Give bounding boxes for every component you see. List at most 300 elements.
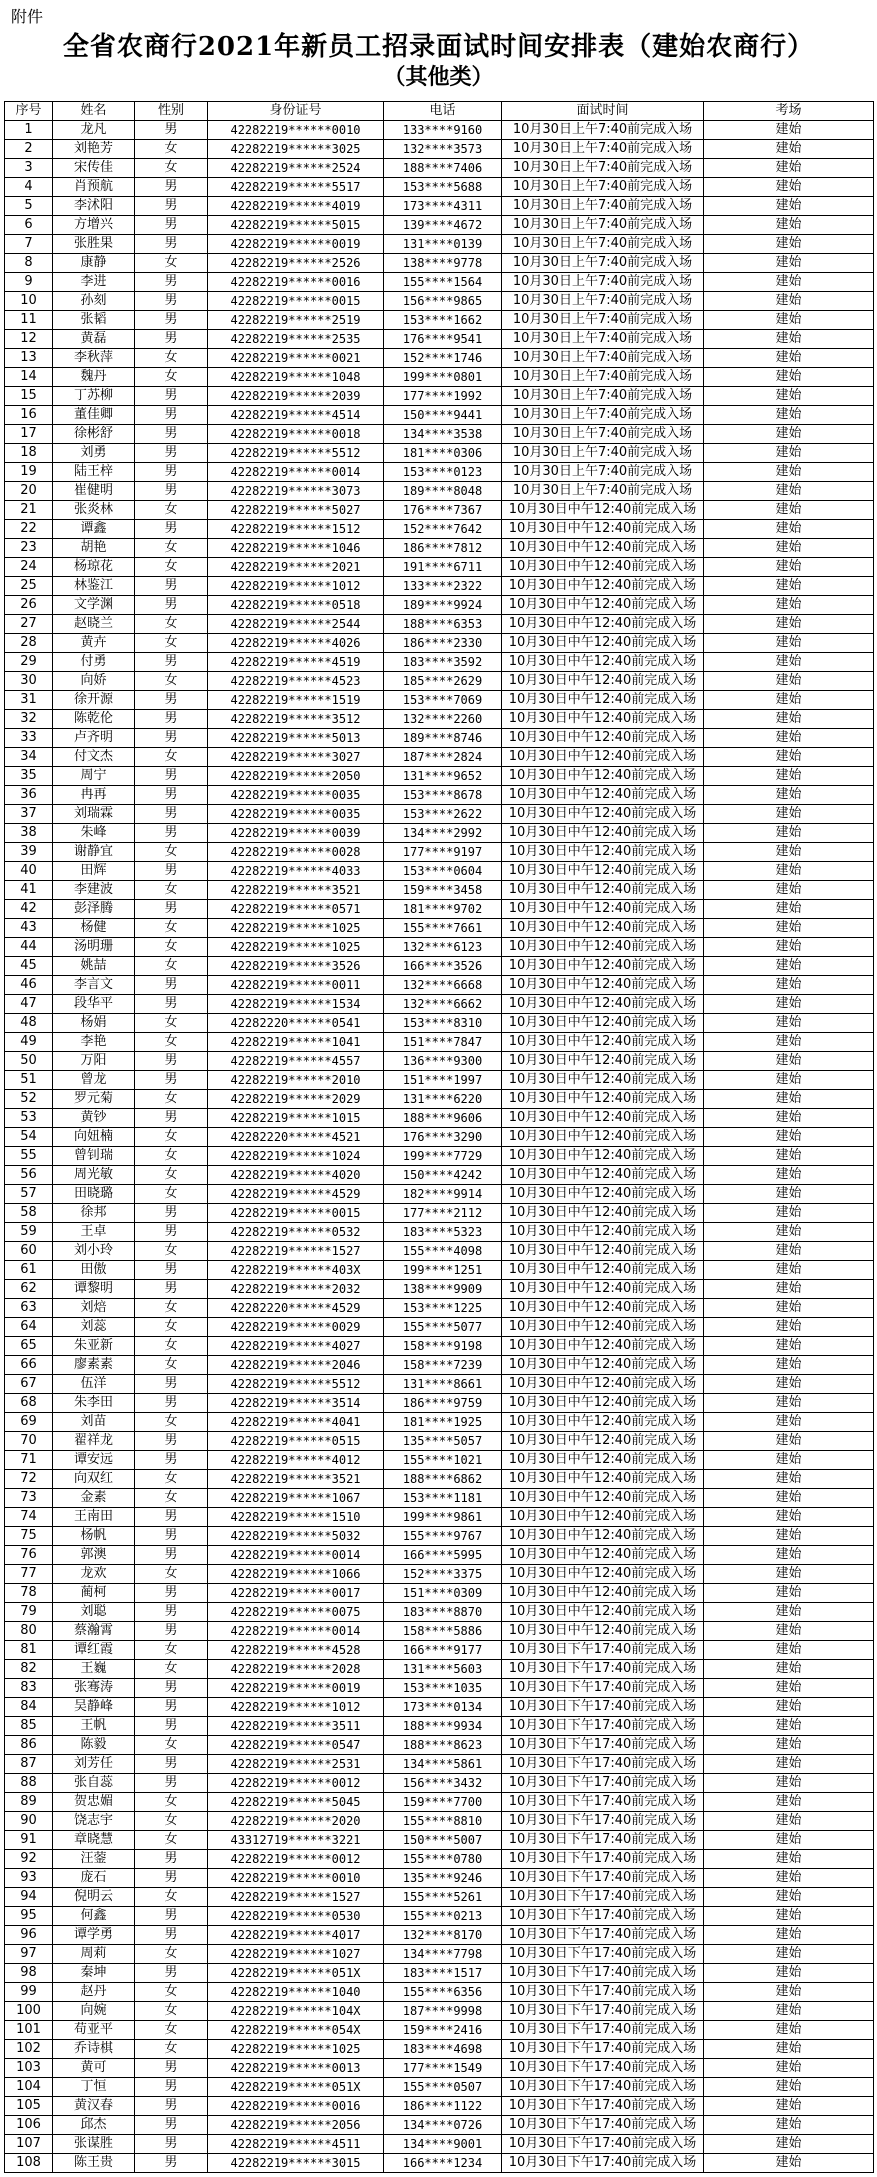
cell-index: 18 [5, 444, 53, 463]
cell-name: 杨健 [53, 919, 135, 938]
cell-name: 冉再 [53, 786, 135, 805]
table-row [5, 805, 874, 824]
cell-index: 85 [5, 1717, 53, 1736]
cell-index: 106 [5, 2116, 53, 2135]
cell-interview-time: 10月30日中午12:40前完成入场 [502, 1413, 704, 1432]
cell-id-number: 42282219******1527 [208, 1888, 384, 1907]
table-row [5, 1033, 874, 1052]
cell-gender: 男 [135, 482, 208, 501]
cell-interview-time: 10月30日中午12:40前完成入场 [502, 1204, 704, 1223]
cell-phone: 132****6668 [384, 976, 502, 995]
cell-gender: 男 [135, 1052, 208, 1071]
cell-interview-time: 10月30日中午12:40前完成入场 [502, 1261, 704, 1280]
table-row [5, 1660, 874, 1679]
cell-exam-site: 建始 [704, 767, 874, 786]
cell-phone: 138****9909 [384, 1280, 502, 1299]
cell-name: 周莉 [53, 1945, 135, 1964]
cell-name: 徐开源 [53, 691, 135, 710]
cell-index: 107 [5, 2135, 53, 2154]
cell-gender: 男 [135, 976, 208, 995]
cell-phone: 188****7406 [384, 159, 502, 178]
cell-gender: 女 [135, 1337, 208, 1356]
cell-id-number: 42282219******1046 [208, 539, 384, 558]
cell-id-number: 42282219******1041 [208, 1033, 384, 1052]
cell-index: 104 [5, 2078, 53, 2097]
cell-exam-site: 建始 [704, 1850, 874, 1869]
cell-interview-time: 10月30日中午12:40前完成入场 [502, 615, 704, 634]
cell-id-number: 42282219******0010 [208, 1869, 384, 1888]
cell-id-number: 42282219******054X [208, 2021, 384, 2040]
cell-interview-time: 10月30日中午12:40前完成入场 [502, 843, 704, 862]
cell-exam-site: 建始 [704, 1451, 874, 1470]
cell-index: 77 [5, 1565, 53, 1584]
cell-exam-site: 建始 [704, 1660, 874, 1679]
cell-id-number: 42282219******0017 [208, 1584, 384, 1603]
cell-name: 黄钞 [53, 1109, 135, 1128]
cell-gender: 女 [135, 1147, 208, 1166]
cell-phone: 185****2629 [384, 672, 502, 691]
cell-gender: 男 [135, 1071, 208, 1090]
cell-interview-time: 10月30日中午12:40前完成入场 [502, 1185, 704, 1204]
cell-name: 段华平 [53, 995, 135, 1014]
cell-index: 6 [5, 216, 53, 235]
cell-exam-site: 建始 [704, 1983, 874, 2002]
cell-id-number: 42282219******2046 [208, 1356, 384, 1375]
cell-index: 103 [5, 2059, 53, 2078]
cell-id-number: 42282219******0518 [208, 596, 384, 615]
cell-exam-site: 建始 [704, 1090, 874, 1109]
cell-index: 93 [5, 1869, 53, 1888]
cell-exam-site: 建始 [704, 463, 874, 482]
cell-exam-site: 建始 [704, 121, 874, 140]
cell-phone: 183****5323 [384, 1223, 502, 1242]
table-row [5, 938, 874, 957]
cell-exam-site: 建始 [704, 1736, 874, 1755]
cell-phone: 189****9924 [384, 596, 502, 615]
table-row [5, 1698, 874, 1717]
cell-id-number: 42282219******4523 [208, 672, 384, 691]
table-row [5, 1508, 874, 1527]
cell-gender: 男 [135, 653, 208, 672]
cell-name: 郭澳 [53, 1546, 135, 1565]
table-row [5, 1584, 874, 1603]
cell-id-number: 42282219******0530 [208, 1907, 384, 1926]
cell-id-number: 42282219******1510 [208, 1508, 384, 1527]
cell-name: 向双红 [53, 1470, 135, 1489]
cell-exam-site: 建始 [704, 444, 874, 463]
cell-phone: 155****0507 [384, 2078, 502, 2097]
cell-interview-time: 10月30日中午12:40前完成入场 [502, 1052, 704, 1071]
cell-id-number: 42282219******4020 [208, 1166, 384, 1185]
table-row [5, 843, 874, 862]
cell-exam-site: 建始 [704, 1014, 874, 1033]
table-row [5, 2154, 874, 2173]
table-row [5, 368, 874, 387]
cell-phone: 199****9861 [384, 1508, 502, 1527]
table-row [5, 292, 874, 311]
cell-gender: 女 [135, 634, 208, 653]
cell-exam-site: 建始 [704, 2078, 874, 2097]
cell-id-number: 42282219******1067 [208, 1489, 384, 1508]
cell-gender: 男 [135, 1717, 208, 1736]
table-row [5, 254, 874, 273]
table-row [5, 729, 874, 748]
cell-id-number: 42282219******4012 [208, 1451, 384, 1470]
cell-interview-time: 10月30日下午17:40前完成入场 [502, 1641, 704, 1660]
cell-exam-site: 建始 [704, 1907, 874, 1926]
cell-interview-time: 10月30日下午17:40前完成入场 [502, 1755, 704, 1774]
cell-gender: 男 [135, 121, 208, 140]
cell-exam-site: 建始 [704, 577, 874, 596]
cell-interview-time: 10月30日下午17:40前完成入场 [502, 2040, 704, 2059]
cell-name: 李沭阳 [53, 197, 135, 216]
cell-exam-site: 建始 [704, 1128, 874, 1147]
cell-interview-time: 10月30日上午7:40前完成入场 [502, 121, 704, 140]
cell-phone: 177****1992 [384, 387, 502, 406]
cell-exam-site: 建始 [704, 1793, 874, 1812]
cell-interview-time: 10月30日上午7:40前完成入场 [502, 254, 704, 273]
cell-phone: 155****5077 [384, 1318, 502, 1337]
cell-gender: 男 [135, 995, 208, 1014]
cell-phone: 155****0780 [384, 1850, 502, 1869]
cell-name: 谭学勇 [53, 1926, 135, 1945]
cell-gender: 男 [135, 1622, 208, 1641]
cell-exam-site: 建始 [704, 1774, 874, 1793]
cell-phone: 131****8661 [384, 1375, 502, 1394]
table-row [5, 482, 874, 501]
cell-interview-time: 10月30日中午12:40前完成入场 [502, 520, 704, 539]
cell-exam-site: 建始 [704, 140, 874, 159]
cell-gender: 男 [135, 710, 208, 729]
cell-phone: 199****0801 [384, 368, 502, 387]
cell-interview-time: 10月30日中午12:40前完成入场 [502, 1546, 704, 1565]
cell-id-number: 42282219******0016 [208, 2097, 384, 2116]
cell-exam-site: 建始 [704, 1280, 874, 1299]
cell-index: 21 [5, 501, 53, 520]
cell-name: 刘焙 [53, 1299, 135, 1318]
cell-exam-site: 建始 [704, 273, 874, 292]
cell-id-number: 42282219******0571 [208, 900, 384, 919]
cell-phone: 158****9198 [384, 1337, 502, 1356]
cell-name: 伍洋 [53, 1375, 135, 1394]
cell-index: 43 [5, 919, 53, 938]
cell-id-number: 42282219******1066 [208, 1565, 384, 1584]
table-row [5, 1109, 874, 1128]
column-header-id-number: 身份证号 [208, 102, 384, 121]
cell-phone: 177****2112 [384, 1204, 502, 1223]
cell-interview-time: 10月30日中午12:40前完成入场 [502, 786, 704, 805]
cell-name: 向婉 [53, 2002, 135, 2021]
cell-name: 杨帆 [53, 1527, 135, 1546]
table-row [5, 995, 874, 1014]
cell-gender: 女 [135, 2021, 208, 2040]
cell-interview-time: 10月30日上午7:40前完成入场 [502, 273, 704, 292]
cell-interview-time: 10月30日中午12:40前完成入场 [502, 995, 704, 1014]
table-row [5, 1489, 874, 1508]
cell-interview-time: 10月30日中午12:40前完成入场 [502, 938, 704, 957]
cell-phone: 156****9865 [384, 292, 502, 311]
cell-phone: 189****8048 [384, 482, 502, 501]
cell-exam-site: 建始 [704, 1432, 874, 1451]
cell-index: 99 [5, 1983, 53, 2002]
cell-gender: 女 [135, 1489, 208, 1508]
cell-name: 贺忠媚 [53, 1793, 135, 1812]
cell-exam-site: 建始 [704, 311, 874, 330]
cell-gender: 男 [135, 2135, 208, 2154]
table-row [5, 1717, 874, 1736]
cell-index: 87 [5, 1755, 53, 1774]
column-header-name: 姓名 [53, 102, 135, 121]
cell-name: 姚喆 [53, 957, 135, 976]
cell-phone: 151****1997 [384, 1071, 502, 1090]
cell-exam-site: 建始 [704, 1888, 874, 1907]
cell-name: 罗元菊 [53, 1090, 135, 1109]
cell-interview-time: 10月30日中午12:40前完成入场 [502, 1527, 704, 1546]
cell-phone: 183****4698 [384, 2040, 502, 2059]
cell-name: 章晓慧 [53, 1831, 135, 1850]
cell-phone: 188****9934 [384, 1717, 502, 1736]
cell-name: 黄汉春 [53, 2097, 135, 2116]
cell-gender: 男 [135, 1527, 208, 1546]
cell-id-number: 42282219******3521 [208, 1470, 384, 1489]
cell-exam-site: 建始 [704, 938, 874, 957]
cell-gender: 男 [135, 1774, 208, 1793]
cell-phone: 153****5688 [384, 178, 502, 197]
cell-phone: 135****9246 [384, 1869, 502, 1888]
cell-id-number: 42282219******5045 [208, 1793, 384, 1812]
cell-name: 秦坤 [53, 1964, 135, 1983]
table-row [5, 121, 874, 140]
cell-interview-time: 10月30日下午17:40前完成入场 [502, 1983, 704, 2002]
table-row [5, 1850, 874, 1869]
table-row [5, 1242, 874, 1261]
cell-phone: 153****0604 [384, 862, 502, 881]
cell-name: 孙刻 [53, 292, 135, 311]
cell-index: 23 [5, 539, 53, 558]
cell-gender: 女 [135, 1888, 208, 1907]
cell-id-number: 42282219******1024 [208, 1147, 384, 1166]
cell-phone: 166****1234 [384, 2154, 502, 2173]
cell-name: 金素 [53, 1489, 135, 1508]
cell-name: 向妞楠 [53, 1128, 135, 1147]
cell-interview-time: 10月30日下午17:40前完成入场 [502, 2116, 704, 2135]
cell-id-number: 42282219******0010 [208, 121, 384, 140]
cell-id-number: 42282219******1012 [208, 1698, 384, 1717]
cell-phone: 134****2992 [384, 824, 502, 843]
attachment-label: 附件 [11, 7, 44, 26]
cell-phone: 152****7642 [384, 520, 502, 539]
cell-name: 张胜果 [53, 235, 135, 254]
cell-id-number: 43312719******3221 [208, 1831, 384, 1850]
cell-gender: 女 [135, 1983, 208, 2002]
cell-index: 15 [5, 387, 53, 406]
cell-index: 30 [5, 672, 53, 691]
cell-gender: 女 [135, 159, 208, 178]
cell-phone: 177****1549 [384, 2059, 502, 2078]
cell-index: 80 [5, 1622, 53, 1641]
cell-id-number: 42282219******1534 [208, 995, 384, 1014]
table-row [5, 1527, 874, 1546]
cell-id-number: 42282219******0039 [208, 824, 384, 843]
cell-exam-site: 建始 [704, 957, 874, 976]
table-row [5, 672, 874, 691]
cell-interview-time: 10月30日中午12:40前完成入场 [502, 767, 704, 786]
cell-id-number: 42282219******051X [208, 2078, 384, 2097]
table-row [5, 2135, 874, 2154]
cell-id-number: 42282219******0547 [208, 1736, 384, 1755]
table-row [5, 2040, 874, 2059]
table-row [5, 1356, 874, 1375]
cell-interview-time: 10月30日上午7:40前完成入场 [502, 425, 704, 444]
cell-exam-site: 建始 [704, 1337, 874, 1356]
table-row [5, 1052, 874, 1071]
cell-id-number: 42282219******0035 [208, 786, 384, 805]
cell-index: 51 [5, 1071, 53, 1090]
cell-interview-time: 10月30日中午12:40前完成入场 [502, 1356, 704, 1375]
table-row [5, 140, 874, 159]
cell-interview-time: 10月30日下午17:40前完成入场 [502, 1964, 704, 1983]
table-row [5, 1964, 874, 1983]
table-row [5, 349, 874, 368]
cell-id-number: 42282219******104X [208, 2002, 384, 2021]
cell-name: 吴静峰 [53, 1698, 135, 1717]
cell-interview-time: 10月30日中午12:40前完成入场 [502, 558, 704, 577]
table-row [5, 881, 874, 900]
cell-phone: 188****9606 [384, 1109, 502, 1128]
cell-interview-time: 10月30日下午17:40前完成入场 [502, 1736, 704, 1755]
table-row [5, 387, 874, 406]
cell-index: 34 [5, 748, 53, 767]
cell-interview-time: 10月30日上午7:40前完成入场 [502, 463, 704, 482]
cell-interview-time: 10月30日中午12:40前完成入场 [502, 1584, 704, 1603]
cell-interview-time: 10月30日中午12:40前完成入场 [502, 596, 704, 615]
table-row [5, 1318, 874, 1337]
cell-index: 60 [5, 1242, 53, 1261]
cell-gender: 女 [135, 672, 208, 691]
cell-name: 朱峰 [53, 824, 135, 843]
cell-index: 35 [5, 767, 53, 786]
table-row [5, 235, 874, 254]
cell-index: 41 [5, 881, 53, 900]
cell-exam-site: 建始 [704, 2040, 874, 2059]
cell-phone: 159****7700 [384, 1793, 502, 1812]
cell-gender: 男 [135, 767, 208, 786]
cell-name: 黄磊 [53, 330, 135, 349]
cell-phone: 183****8870 [384, 1603, 502, 1622]
cell-index: 27 [5, 615, 53, 634]
cell-gender: 男 [135, 1394, 208, 1413]
table-row [5, 1299, 874, 1318]
table-row [5, 710, 874, 729]
cell-index: 2 [5, 140, 53, 159]
cell-index: 20 [5, 482, 53, 501]
cell-gender: 男 [135, 520, 208, 539]
cell-name: 张骞涛 [53, 1679, 135, 1698]
cell-name: 刘艳芳 [53, 140, 135, 159]
cell-id-number: 42282219******3511 [208, 1717, 384, 1736]
cell-gender: 男 [135, 1907, 208, 1926]
cell-interview-time: 10月30日下午17:40前完成入场 [502, 1888, 704, 1907]
cell-interview-time: 10月30日中午12:40前完成入场 [502, 501, 704, 520]
cell-gender: 女 [135, 1014, 208, 1033]
cell-gender: 女 [135, 1166, 208, 1185]
cell-gender: 女 [135, 2002, 208, 2021]
cell-exam-site: 建始 [704, 2002, 874, 2021]
cell-exam-site: 建始 [704, 1185, 874, 1204]
cell-index: 65 [5, 1337, 53, 1356]
cell-phone: 136****9300 [384, 1052, 502, 1071]
cell-index: 90 [5, 1812, 53, 1831]
cell-interview-time: 10月30日下午17:40前完成入场 [502, 1698, 704, 1717]
cell-gender: 男 [135, 273, 208, 292]
cell-gender: 男 [135, 311, 208, 330]
cell-exam-site: 建始 [704, 520, 874, 539]
cell-gender: 男 [135, 1926, 208, 1945]
cell-index: 67 [5, 1375, 53, 1394]
table-row [5, 862, 874, 881]
cell-phone: 153****8678 [384, 786, 502, 805]
cell-id-number: 42282219******1025 [208, 2040, 384, 2059]
cell-exam-site: 建始 [704, 1926, 874, 1945]
cell-id-number: 42282219******5512 [208, 444, 384, 463]
cell-interview-time: 10月30日中午12:40前完成入场 [502, 1622, 704, 1641]
cell-index: 50 [5, 1052, 53, 1071]
cell-exam-site: 建始 [704, 748, 874, 767]
cell-id-number: 42282219******0014 [208, 1622, 384, 1641]
table-row [5, 1983, 874, 2002]
cell-name: 万阳 [53, 1052, 135, 1071]
cell-name: 黄卉 [53, 634, 135, 653]
cell-gender: 男 [135, 1375, 208, 1394]
cell-exam-site: 建始 [704, 1603, 874, 1622]
cell-index: 57 [5, 1185, 53, 1204]
cell-phone: 134****0726 [384, 2116, 502, 2135]
cell-index: 12 [5, 330, 53, 349]
table-row [5, 1869, 874, 1888]
cell-gender: 男 [135, 1755, 208, 1774]
page-subtitle: （其他类） [383, 64, 494, 90]
cell-id-number: 42282219******0075 [208, 1603, 384, 1622]
cell-name: 彭泽腾 [53, 900, 135, 919]
cell-id-number: 42282219******0016 [208, 273, 384, 292]
cell-index: 16 [5, 406, 53, 425]
cell-index: 61 [5, 1261, 53, 1280]
cell-name: 李言文 [53, 976, 135, 995]
cell-interview-time: 10月30日中午12:40前完成入场 [502, 1071, 704, 1090]
column-header-gender: 性别 [135, 102, 208, 121]
cell-gender: 男 [135, 1869, 208, 1888]
cell-index: 66 [5, 1356, 53, 1375]
cell-phone: 183****3592 [384, 653, 502, 672]
column-header-phone: 电话 [384, 102, 502, 121]
cell-id-number: 42282219******0018 [208, 425, 384, 444]
schedule-table [4, 101, 874, 2173]
cell-id-number: 42282219******1512 [208, 520, 384, 539]
cell-exam-site: 建始 [704, 900, 874, 919]
cell-index: 33 [5, 729, 53, 748]
cell-id-number: 42282219******4041 [208, 1413, 384, 1432]
cell-index: 52 [5, 1090, 53, 1109]
cell-index: 47 [5, 995, 53, 1014]
cell-interview-time: 10月30日上午7:40前完成入场 [502, 159, 704, 178]
cell-exam-site: 建始 [704, 1945, 874, 1964]
cell-phone: 186****2330 [384, 634, 502, 653]
cell-phone: 150****9441 [384, 406, 502, 425]
table-row [5, 406, 874, 425]
cell-id-number: 42282219******0035 [208, 805, 384, 824]
cell-phone: 155****7661 [384, 919, 502, 938]
table-row [5, 1641, 874, 1660]
